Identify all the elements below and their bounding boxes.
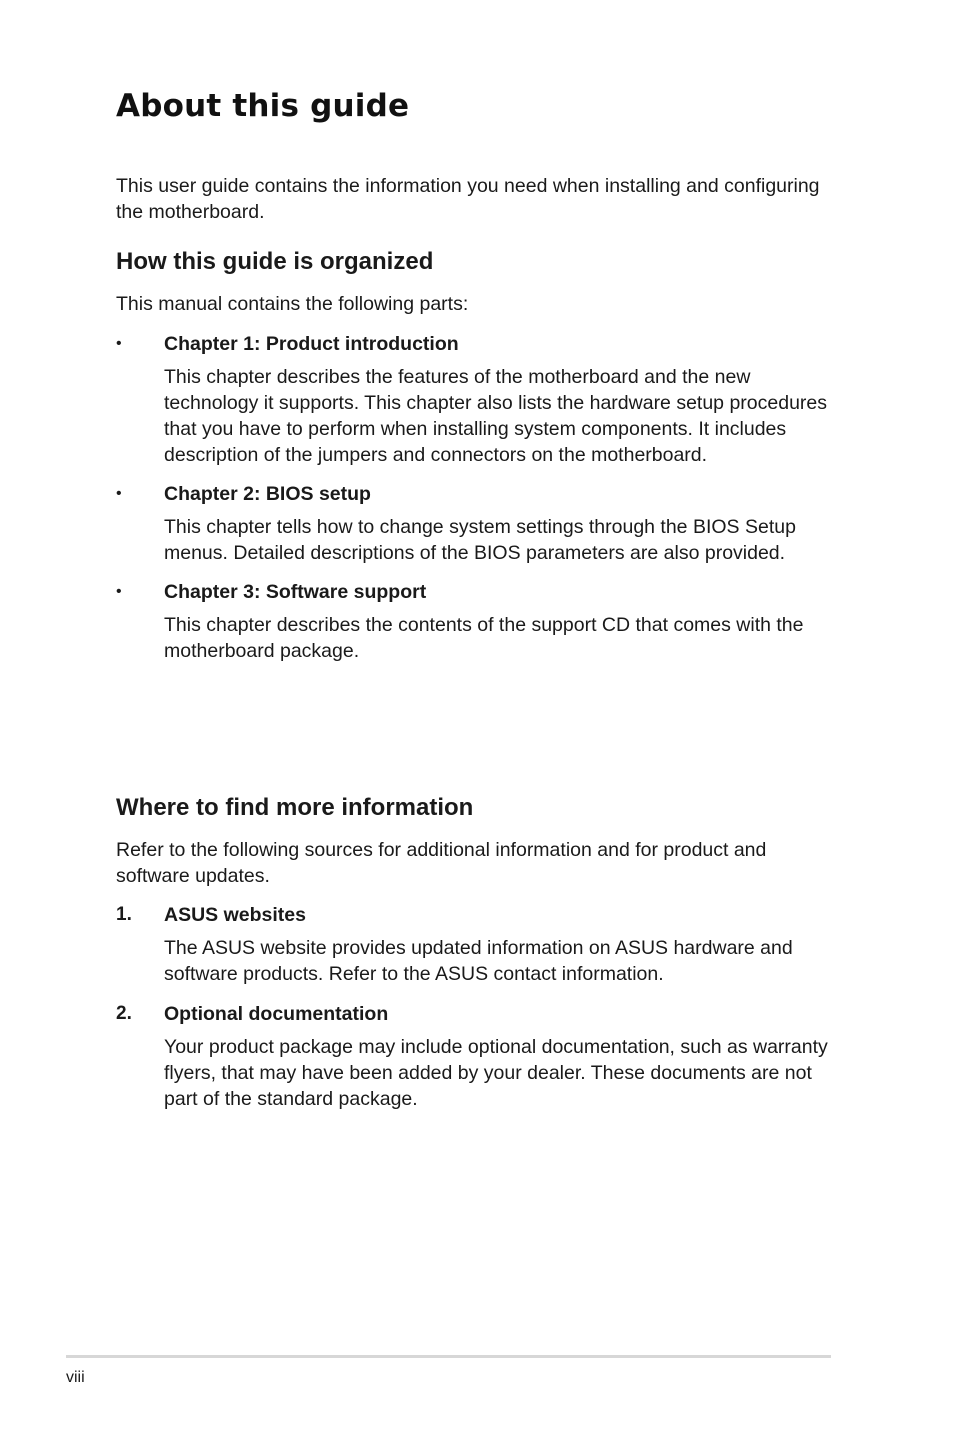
list-item-body: The ASUS website provides updated information on ASUS hardware and software products. Refer to the ASUS contact information.	[164, 937, 793, 985]
list-item-body: This chapter tells how to change system settings through the BIOS Setup menus. Detailed descriptions of the BIOS parameters are also provided.	[164, 516, 796, 564]
more-info-lead: Refer to the following sources for additional information and for product and software updates.	[116, 839, 767, 887]
list-item-body: This chapter describes the features of the motherboard and the new technology it supports. This chapter also lists the hardware setup procedures that you have to perform when installing system components. It includes description of the jumpers and connectors on the motherboard.	[164, 366, 827, 466]
list-item-title: Chapter 2: BIOS setup	[164, 483, 371, 505]
list-item-body: Your product package may include optional documentation, such as warranty flyers, that may have been added by your dealer. These documents are not part of the standard package.	[164, 1036, 828, 1110]
section-heading-more-info: Where to find more information	[116, 794, 474, 821]
list-item-title: Chapter 1: Product introduction	[164, 333, 459, 355]
intro-paragraph: This user guide contains the information you need when installing and configuring the motherboard.	[116, 175, 820, 223]
list-item-title: Optional documentation	[164, 1003, 389, 1025]
list-item-title: Chapter 3: Software support	[164, 581, 427, 603]
page-number: viii	[66, 1369, 85, 1386]
bullet-marker: •	[116, 583, 122, 600]
footer-divider	[66, 1355, 831, 1358]
list-item-body: This chapter describes the contents of the support CD that comes with the motherboard package.	[164, 614, 804, 662]
number-marker: 2.	[116, 1003, 132, 1024]
page-title: About this guide	[116, 88, 410, 124]
organized-lead: This manual contains the following parts:	[116, 293, 469, 315]
bullet-marker: •	[116, 335, 122, 352]
list-item-title: ASUS websites	[164, 904, 306, 926]
bullet-marker: •	[116, 485, 122, 502]
section-heading-organized: How this guide is organized	[116, 248, 434, 275]
number-marker: 1.	[116, 904, 132, 925]
